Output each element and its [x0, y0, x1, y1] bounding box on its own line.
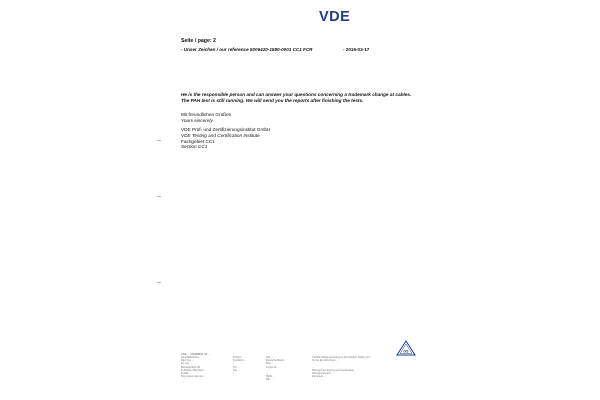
- closing-greeting: [181, 112, 231, 124]
- body-line: He is the responsible person and can answer your questions concerning a trademark change at cables.: [181, 92, 412, 97]
- fold-mark: [157, 282, 161, 283]
- fold-mark: [157, 140, 161, 141]
- reference-text: - Unser Zeichen / our reference 5006420-1580-0001 CC1 FCR: [181, 47, 313, 52]
- signature-org-en: VDE Testing and Certification Institute: [181, 132, 260, 138]
- vde-logo: VDE: [319, 9, 351, 25]
- footer-member-line: VDE ... MEMBER OF ...: [181, 352, 211, 356]
- footer-column-certification: Certified Body according to the Product Safety Act ... by the EU Directives ... ... ... Recognized Testing and Certification ... Recognized IEC ... European ...: [312, 356, 373, 379]
- signature-section-en: Section CC1: [181, 144, 208, 150]
- fold-mark: [157, 196, 161, 197]
- page-number: Seite / page: 2: [181, 38, 216, 44]
- signature-org-de: VDE Prüf- und Zertifizierungsinstitut GmbH: [181, 127, 271, 132]
- greeting-german: Mit freundlichen Grüßen: [181, 112, 232, 117]
- footer-column-contact: Telefon Frankfurt ... ... Tel. ... Fax ... ...: [233, 356, 247, 376]
- signature-block: [181, 127, 270, 150]
- certification-mark-icon: [396, 340, 416, 356]
- signature-section-de: Fachgebiet CC1: [181, 138, 215, 144]
- letter-body: [181, 92, 431, 104]
- footer-column-bank: Sitz ... Deutsche Bank ... BLZ ... Konto-Nr. ... ... ... IBAN ... DE ...: [266, 356, 287, 382]
- footer-column-management: Geschäftsführer Dipl.-Ing. ... Dr.-Ing. ... Merianstraße 28 D-63069 Offenbach E-Mail: ... http://www.vde.com: [181, 356, 204, 379]
- body-line: The PAH test is still running. We will send you the reports after finishing the tests.: [181, 98, 364, 103]
- greeting-english: Yours sincerely: [181, 118, 213, 123]
- letter-date: - 2016-03-17: [343, 47, 370, 52]
- reference-line: [181, 47, 421, 52]
- cert-mark-label: GS: [403, 349, 409, 354]
